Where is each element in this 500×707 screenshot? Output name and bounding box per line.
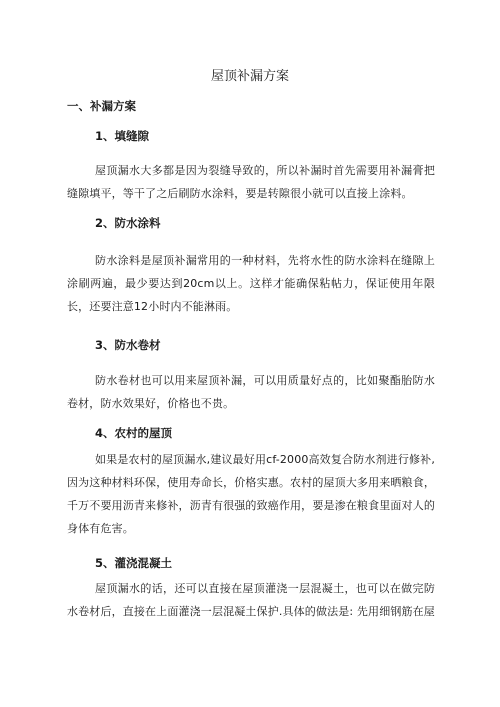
document-title: 屋顶补漏方案 [210,69,289,84]
item-4-paragraph: 如果是农村的屋顶漏水,建议最好用cf-2000高效复合防水剂进行修补,因为这种材料环保，使用寿命长，价格实惠。农村的屋顶大多用来晒粮食，千万不要用沥青来修补，沥青有很强的致癌作用，要是渗在粮食里面对人的身体有危害。 [67,453,435,535]
item-2-paragraph: 防水涂料是屋顶补漏常用的一种材料，先将水性的防水涂料在缝隙上涂刷两遍，最少要达到20cm以上。这样才能确保粘帖力，保证使用年限长，还要注意12小时内不能淋雨。 [67,254,435,313]
item-5-paragraph: 屋顶漏水的话，还可以直接在屋顶灌浇一层混凝土，也可以在做完防水卷材后，直接在上面灌浇一层混凝土保护.具体的做法是: 先用细钢筋在屋 [67,582,435,618]
item-3-paragraph: 防水卷材也可以用来屋顶补漏，可以用质量好点的，比如聚酯胎防水卷材，防水效果好，价格也不贵。 [67,374,435,410]
item-1-paragraph: 屋顶漏水大多都是因为裂缝导致的，所以补漏时首先需要用补漏膏把缝隙填平，等干了之后刷防水涂料，要是转隙很小就可以直接上涂料。 [67,164,435,200]
item-3-heading: 3、防水卷材 [95,338,161,352]
item-5-heading: 5、灌浇混凝土 [95,556,173,570]
item-1-heading: 1、填缝隙 [95,129,150,143]
section-heading: 一、补漏方案 [67,99,136,113]
item-2-heading: 2、防水涂料 [95,216,161,230]
item-4-heading: 4、农村的屋顶 [95,426,173,440]
